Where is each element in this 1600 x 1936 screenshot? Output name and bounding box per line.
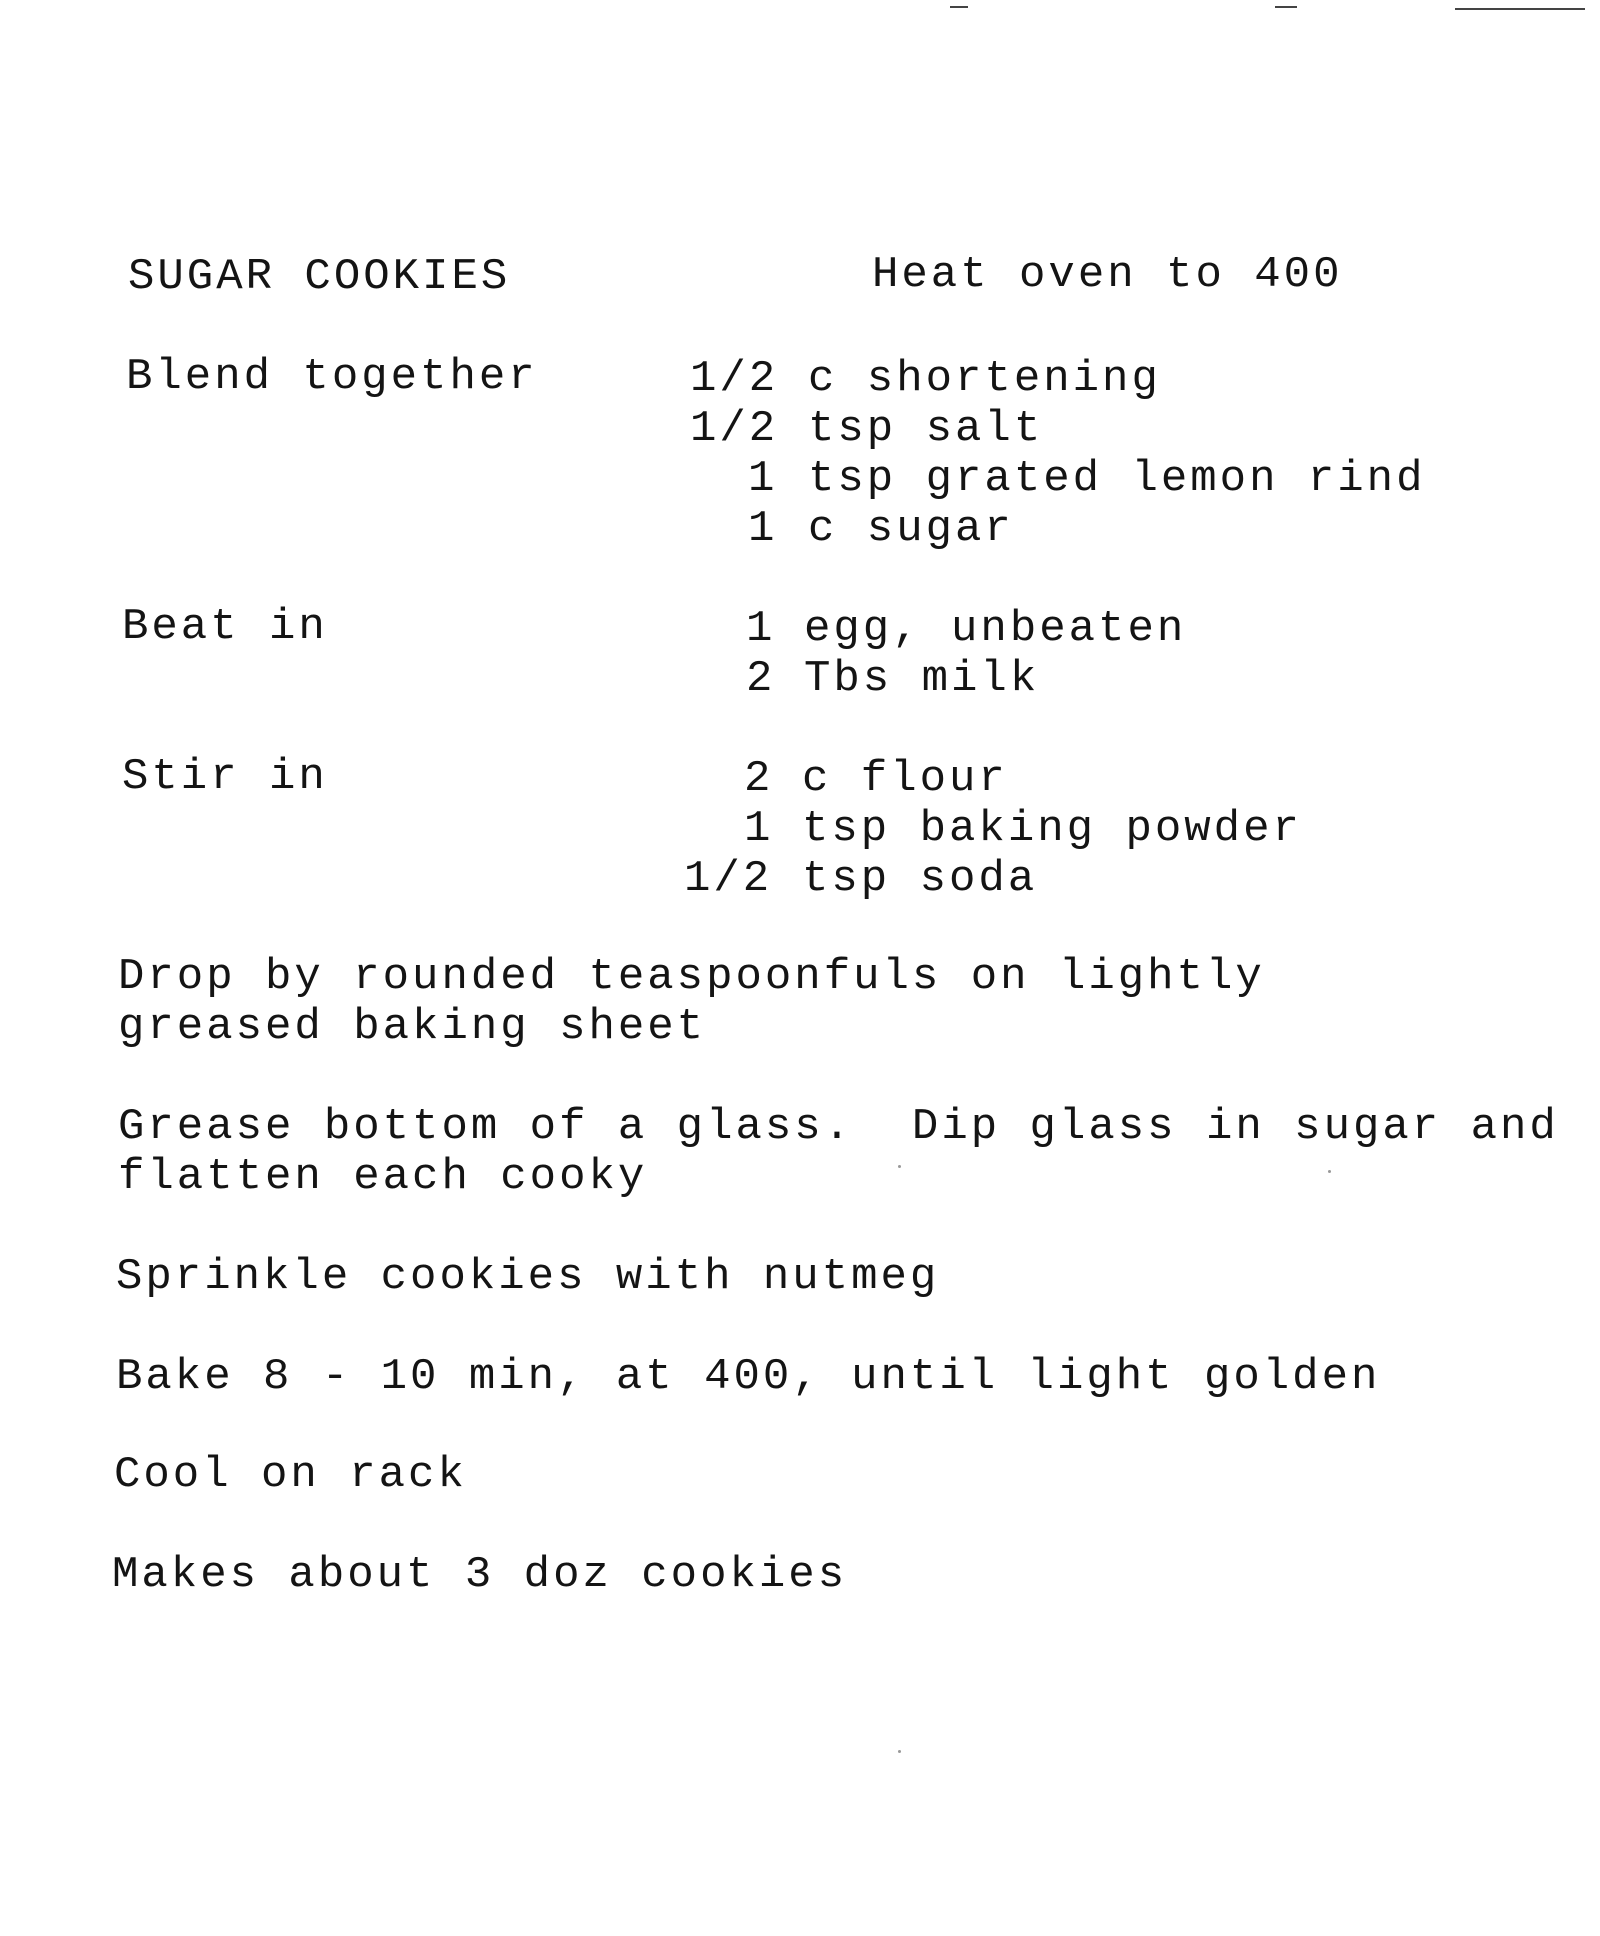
ingredient-item: c sugar [808,504,1014,554]
scan-mark [1275,6,1297,8]
ingredient-qty: 1/2 [690,404,779,454]
ingredient-item: c shortening [808,354,1161,404]
instruction-line: Drop by rounded teaspoonfuls on lightly [118,952,1265,1002]
scan-speck [898,1750,901,1753]
ingredient-item: tsp grated lemon rind [808,454,1426,504]
ingredient-item: tsp soda [802,854,1038,904]
ingredient-item: egg, unbeaten [804,604,1187,654]
ingredient-qty: 1 [746,604,776,654]
ingredient-qty: 1 [744,804,774,854]
ingredient-qty: 1/2 [684,854,773,904]
recipe-title: SUGAR COOKIES [128,252,511,302]
ingredient-qty: 1 [748,504,778,554]
step-action-blend: Blend together [126,352,538,402]
ingredient-qty: 2 [746,654,776,704]
oven-note: Heat oven to 400 [872,250,1343,300]
instruction-line: Cool on rack [114,1450,467,1500]
instruction-line: flatten each cooky [118,1152,648,1202]
ingredient-qty: 1 [748,454,778,504]
instruction-line: Bake 8 - 10 min, at 400, until light golden [116,1352,1381,1402]
ingredient-item: c flour [802,754,1008,804]
step-action-beat: Beat in [122,602,328,652]
ingredient-qty: 1/2 [690,354,779,404]
ingredient-qty: 2 [744,754,774,804]
ingredient-item: tsp salt [808,404,1044,454]
scan-speck [1328,1170,1331,1173]
instruction-line: Grease bottom of a glass. Dip glass in sugar and [118,1102,1559,1152]
scan-mark [1455,8,1585,10]
instruction-line: Sprinkle cookies with nutmeg [116,1252,940,1302]
ingredient-item: Tbs milk [804,654,1040,704]
scan-speck [898,1165,901,1168]
instruction-line: Makes about 3 doz cookies [112,1550,848,1600]
instruction-line: greased baking sheet [118,1002,707,1052]
ingredient-item: tsp baking powder [802,804,1302,854]
step-action-stir: Stir in [122,752,328,802]
scan-mark [950,6,968,8]
